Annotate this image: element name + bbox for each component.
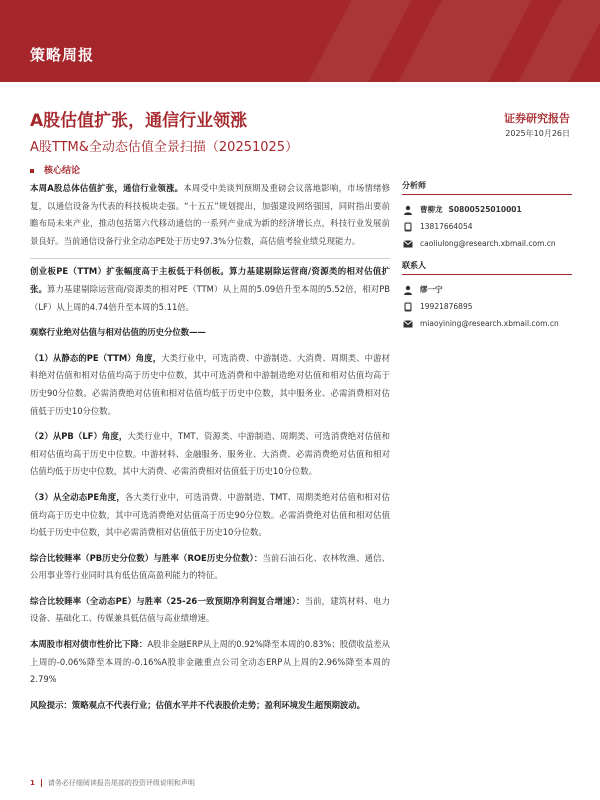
analyst-card (402, 201, 572, 252)
contact-phone-row (402, 298, 572, 315)
phone-icon (402, 301, 413, 312)
phone-icon (402, 221, 413, 232)
section-label: 核心结论 (44, 166, 81, 176)
analyst-phone-row (402, 218, 572, 235)
body-column (30, 180, 390, 722)
sidebar (402, 180, 572, 332)
paragraph-text: 当前石油石化、农林牧渔、通信、公用事业等行业同时具有低估值高盈利能力的特征。 (30, 552, 390, 581)
paragraph (30, 489, 390, 542)
analyst-name-row (402, 201, 572, 218)
mail-icon (402, 318, 413, 329)
mail-icon (402, 238, 413, 249)
paragraph-lead: （1）从静态的PE（TTM）角度， (30, 352, 162, 363)
paragraph-lead: （2）从PB（LF）角度， (30, 431, 128, 442)
analyst-email-row[interactable] (402, 235, 572, 252)
analyst-email[interactable]: caoliulong@research.xbmail.com.cn (420, 239, 556, 248)
analyst-name: 曹柳龙 (420, 205, 443, 214)
paragraph-lead: 本周A股总体估值扩张，通信行业领涨。 (30, 183, 184, 193)
contact-card (402, 281, 572, 332)
page-subtitle: A股TTM&全动态估值全景扫描（20251025） (30, 140, 299, 155)
banner-title: 策略周报 (30, 46, 95, 64)
analyst-heading: 分析师 (402, 180, 572, 195)
paragraph-lead: 风险提示：策略观点不代表行业；估值水平并不代表股价走势；盈利环境发生超预期波动。 (30, 699, 365, 710)
page-title: A股估值扩张，通信行业领涨 (30, 111, 248, 131)
contact-phone: 19921876895 (420, 302, 473, 311)
analyst-phone: 13817664054 (420, 222, 473, 231)
footer-separator (41, 779, 42, 787)
paragraph-lead: 综合比较睡率（全动态PE）与胜率（25-26一致预期净利润复合增速）： (30, 595, 305, 606)
paragraph (30, 428, 390, 481)
paragraph-text: 本周受中美谈判预期及重磅会议落地影响，市场情绪修复，以通信设备为代表的科技板块走强。“十五五”规划提出，加强建设网络强国，同时指出要前瞻布局未来产业，推动包括第六代移动通信的一系列产业成为新的经济增长点，科技行业发展前景良好。当前通信设备行业全动态PE处于历史97.3%分位数，高估值考验业绩兑现能力。 (30, 183, 390, 246)
bullet-icon (30, 169, 34, 173)
banner-stripe (308, 0, 412, 82)
paragraph (30, 324, 390, 342)
footer-disclaimer: 请务必仔细阅读报告尾部的投资评级说明和声明 (47, 779, 195, 787)
divider (30, 258, 390, 259)
paragraph-text: 大类行业中，可选消费、中游制造、大消费、周期类、中游材料绝对估值和相对估值均高于历史中位数，其中可选消费和中游制造绝对估值和相对估值均高于历史90分位数。必需消费绝对估值和相对估值均低于历史中位数，其中服务业、必需消费相对估值低于历史10分位数。 (30, 352, 390, 416)
contact-email-row[interactable] (402, 315, 572, 332)
paragraph-lead: 观察行业绝对估值与相对估值的历史分位数—— (30, 327, 206, 338)
banner-stripe (518, 0, 600, 82)
top-banner (0, 0, 600, 82)
person-icon (402, 284, 413, 295)
paragraph-text: 算力基建剔除运营商/资源类的相对PE（TTM）从上周的5.09倍升至本周的5.52倍，相对PB（LF）从上周的4.74倍升至本周的5.11倍。 (30, 283, 391, 312)
contact-name: 缪一宁 (420, 285, 443, 294)
paragraph (30, 550, 390, 585)
paragraph (30, 350, 390, 420)
section-heading (30, 163, 80, 176)
paragraph (30, 636, 390, 689)
paragraph-text: 各大类行业中，可选消费、中游制造、TMT、周期类绝对估值和相对估值均高于历史中位数，其中可选消费绝对估值高于历史90分位数。必需消费绝对估值和相对估值均低于历史中位数，其中必需消费相对估值低于历史10分位数。 (30, 491, 390, 538)
report-type: 证券研究报告 (504, 112, 570, 125)
paragraph-lead: （3）从全动态PE角度， (30, 491, 125, 502)
paragraph-lead: 本周股市相对债市性价比下降： (30, 639, 148, 650)
contact-email[interactable]: miaoyining@research.xbmail.com.cn (420, 319, 559, 328)
analyst-cert: S0800525010001 (448, 205, 522, 214)
page-footer (30, 778, 195, 788)
paragraph (30, 263, 390, 316)
report-date: 2025年10月26日 (505, 129, 570, 138)
paragraph (30, 180, 390, 250)
paragraph-text: 当前，建筑材料、电力设备、基础化工、传媒兼具低估值与高业绩增速。 (30, 595, 390, 624)
contact-heading: 联系人 (402, 260, 572, 275)
paragraph-text: 大类行业中，TMT、资源类、中游制造、周期类、可选消费绝对估值和相对估值均高于历史中位数。中游材料、金融服务、服务业、大消费、必需消费绝对估值和相对估值均低于历史中位数，其中大消费、必需消费相对估值低于历史10分位数。 (30, 431, 390, 477)
contact-name-row (402, 281, 572, 298)
paragraph (30, 697, 390, 715)
banner-stripe (398, 0, 532, 82)
paragraph (30, 593, 390, 628)
paragraph-text: A股非金融ERP从上周的0.92%降至本周的0.83%；股债收益差从上周的-0.06%降至本周的-0.16%A股非金融重点公司全动态ERP从上周的2.96%降至本周的2.79% (30, 639, 390, 685)
paragraph-lead: 创业板PE（TTM）扩张幅度高于主板低于科创板。算力基建剔除运营商/资源类的相对估值扩张。 (30, 266, 390, 294)
paragraph-lead: 综合比较睡率（PB历史分位数）与胜率（ROE历史分位数）： (30, 552, 263, 563)
person-icon (402, 204, 413, 215)
page-number: 1 (30, 779, 35, 787)
